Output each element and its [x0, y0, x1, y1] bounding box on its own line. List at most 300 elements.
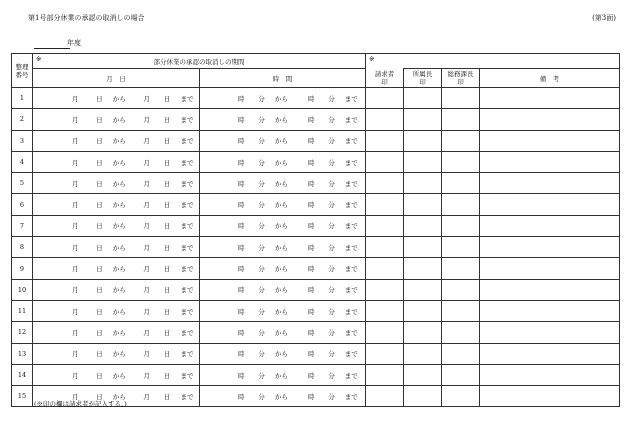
- date-token: 月: [72, 392, 79, 401]
- time-range-cell[interactable]: [200, 237, 366, 258]
- time-token: 時: [307, 328, 315, 337]
- row-number: 14: [12, 364, 33, 385]
- time-token: 時: [238, 350, 245, 359]
- dept-head-seal-cell[interactable]: [404, 386, 442, 407]
- date-token: 月: [72, 371, 79, 380]
- time-token: から: [274, 179, 288, 188]
- date-token: 月: [143, 115, 150, 124]
- header-period: ※ 部分休業の承認の取消しの期間: [33, 54, 366, 69]
- requester-seal-cell[interactable]: [366, 215, 404, 236]
- requester-seal-cell[interactable]: [366, 343, 404, 364]
- time-token: 時: [238, 265, 245, 274]
- time-token: 分: [328, 350, 335, 359]
- kome-mark: ※: [369, 55, 375, 63]
- date-token: 日: [163, 350, 171, 359]
- date-range-cell[interactable]: [33, 173, 200, 194]
- date-token: 日: [163, 137, 171, 146]
- date-token: 月: [143, 243, 150, 252]
- time-token: 分: [328, 371, 335, 380]
- date-token: 日: [163, 222, 171, 231]
- row-number: 15: [12, 386, 33, 407]
- header-kome-group: [366, 54, 620, 69]
- time-token: 分: [258, 222, 265, 231]
- date-token: 月: [72, 137, 79, 146]
- date-token: まで: [180, 115, 194, 124]
- date-token: 月: [72, 350, 79, 359]
- remarks-cell[interactable]: [480, 279, 620, 300]
- time-token: から: [274, 392, 288, 401]
- time-token: まで: [344, 158, 358, 167]
- time-token: から: [274, 137, 288, 146]
- general-affairs-seal-cell[interactable]: [442, 109, 480, 130]
- time-token: まで: [344, 328, 358, 337]
- general-affairs-seal-cell[interactable]: [442, 88, 480, 109]
- table-row: [12, 215, 620, 236]
- date-token: まで: [180, 286, 194, 295]
- date-token: 日: [163, 201, 171, 210]
- dept-head-seal-cell[interactable]: [404, 151, 442, 172]
- date-token: から: [112, 179, 126, 188]
- time-token: 分: [328, 201, 335, 210]
- row-number: 5: [12, 173, 33, 194]
- general-affairs-seal-cell[interactable]: [442, 386, 480, 407]
- date-token: まで: [180, 371, 194, 380]
- time-token: 時: [238, 94, 245, 103]
- date-range-cell[interactable]: [33, 279, 200, 300]
- time-token: 時: [238, 201, 245, 210]
- dept-head-seal-cell[interactable]: [404, 130, 442, 151]
- time-token: 時: [238, 243, 245, 252]
- dept-head-seal-cell[interactable]: [404, 194, 442, 215]
- requester-seal-cell[interactable]: [366, 88, 404, 109]
- row-number: 10: [12, 279, 33, 300]
- date-range-cell[interactable]: [33, 364, 200, 385]
- date-token: まで: [180, 158, 194, 167]
- date-token: 月: [72, 158, 79, 167]
- time-token: 分: [258, 243, 265, 252]
- time-token: 分: [328, 115, 335, 124]
- date-token: 日: [96, 265, 103, 274]
- time-token: 分: [258, 307, 265, 316]
- date-token: 月: [72, 201, 79, 210]
- general-affairs-seal-cell[interactable]: [442, 364, 480, 385]
- time-token: まで: [344, 179, 358, 188]
- row-number: 8: [12, 237, 33, 258]
- date-token: 月: [143, 179, 150, 188]
- date-token: 月: [143, 328, 150, 337]
- dept-head-seal-cell[interactable]: [404, 343, 442, 364]
- time-token: 分: [328, 222, 335, 231]
- date-token: 日: [96, 222, 103, 231]
- date-token: 月: [72, 222, 79, 231]
- general-affairs-seal-cell[interactable]: [442, 237, 480, 258]
- time-token: から: [274, 350, 288, 359]
- row-number: 9: [12, 258, 33, 279]
- date-token: から: [112, 286, 126, 295]
- date-range-cell[interactable]: [33, 300, 200, 321]
- table-row: [12, 258, 620, 279]
- time-range-cell[interactable]: [200, 279, 366, 300]
- date-token: から: [112, 307, 126, 316]
- cancellation-table: [11, 53, 620, 407]
- general-affairs-seal-cell[interactable]: [442, 322, 480, 343]
- time-token: から: [274, 243, 288, 252]
- general-affairs-seal-cell[interactable]: [442, 279, 480, 300]
- time-token: 時: [238, 222, 245, 231]
- time-token: 時: [307, 286, 315, 295]
- time-range-cell[interactable]: [200, 151, 366, 172]
- row-number: 11: [12, 300, 33, 321]
- time-token: 時: [307, 137, 315, 146]
- time-token: 分: [258, 137, 265, 146]
- time-token: まで: [344, 371, 358, 380]
- dept-head-seal-cell[interactable]: [404, 237, 442, 258]
- date-token: 日: [96, 243, 103, 252]
- time-token: 時: [238, 371, 245, 380]
- requester-seal-cell[interactable]: [366, 386, 404, 407]
- date-token: 月: [143, 94, 150, 103]
- table-row: [12, 364, 620, 385]
- time-token: から: [274, 328, 288, 337]
- date-token: から: [112, 137, 126, 146]
- remarks-cell[interactable]: [480, 322, 620, 343]
- date-token: 日: [96, 158, 103, 167]
- dept-head-seal-cell[interactable]: [404, 173, 442, 194]
- row-number: 7: [12, 215, 33, 236]
- date-token: から: [112, 115, 126, 124]
- time-token: まで: [344, 137, 358, 146]
- date-token: 月: [72, 286, 79, 295]
- time-token: 時: [307, 94, 315, 103]
- header-dept-head-seal: 所属長 印: [404, 69, 442, 88]
- time-range-cell[interactable]: [200, 386, 366, 407]
- general-affairs-seal-cell[interactable]: [442, 130, 480, 151]
- row-number: 13: [12, 343, 33, 364]
- table-row: [12, 194, 620, 215]
- date-token: 月: [143, 222, 150, 231]
- date-token: 日: [163, 243, 171, 252]
- dept-head-seal-cell[interactable]: [404, 215, 442, 236]
- date-token: 日: [96, 307, 103, 316]
- time-token: 時: [307, 265, 315, 274]
- date-token: 日: [96, 94, 103, 103]
- table-row: [12, 173, 620, 194]
- date-range-cell[interactable]: [33, 322, 200, 343]
- date-token: 日: [163, 286, 171, 295]
- date-token: から: [112, 328, 126, 337]
- dept-head-seal-cell[interactable]: [404, 258, 442, 279]
- requester-seal-cell[interactable]: [366, 237, 404, 258]
- date-token: から: [112, 94, 126, 103]
- date-token: 月: [72, 307, 79, 316]
- time-range-cell[interactable]: [200, 130, 366, 151]
- date-token: 日: [96, 392, 103, 401]
- row-number: 4: [12, 151, 33, 172]
- dept-head-seal-cell[interactable]: [404, 364, 442, 385]
- time-token: から: [274, 115, 288, 124]
- time-token: まで: [344, 350, 358, 359]
- date-token: から: [112, 350, 126, 359]
- remarks-cell[interactable]: [480, 343, 620, 364]
- date-token: 日: [163, 179, 171, 188]
- time-token: 分: [328, 328, 335, 337]
- date-token: 月: [143, 350, 150, 359]
- table-row: [12, 130, 620, 151]
- time-token: から: [274, 222, 288, 231]
- time-token: 時: [238, 158, 245, 167]
- general-affairs-seal-cell[interactable]: [442, 258, 480, 279]
- remarks-cell[interactable]: [480, 258, 620, 279]
- time-token: 分: [328, 392, 335, 401]
- date-range-cell[interactable]: [33, 130, 200, 151]
- date-token: 日: [163, 371, 171, 380]
- date-token: 日: [96, 328, 103, 337]
- general-affairs-seal-cell[interactable]: [442, 215, 480, 236]
- time-token: まで: [344, 307, 358, 316]
- time-range-cell[interactable]: [200, 88, 366, 109]
- date-token: 月: [72, 94, 79, 103]
- time-token: 分: [258, 158, 265, 167]
- date-token: 月: [72, 243, 79, 252]
- dept-head-seal-cell[interactable]: [404, 300, 442, 321]
- date-token: 月: [72, 328, 79, 337]
- remarks-cell[interactable]: [480, 109, 620, 130]
- time-token: 時: [238, 137, 245, 146]
- time-token: から: [274, 94, 288, 103]
- requester-seal-cell[interactable]: [366, 151, 404, 172]
- time-token: まで: [344, 222, 358, 231]
- time-token: 時: [307, 392, 315, 401]
- date-token: 日: [96, 201, 103, 210]
- requester-seal-cell[interactable]: [366, 300, 404, 321]
- time-token: 時: [238, 307, 245, 316]
- date-range-cell[interactable]: [33, 88, 200, 109]
- time-token: 時: [307, 201, 315, 210]
- date-token: 日: [163, 328, 171, 337]
- dept-head-seal-cell[interactable]: [404, 88, 442, 109]
- date-range-cell[interactable]: [33, 194, 200, 215]
- date-range-cell[interactable]: [33, 151, 200, 172]
- time-token: 時: [307, 307, 315, 316]
- time-range-cell[interactable]: [200, 109, 366, 130]
- time-token: 分: [258, 265, 265, 274]
- date-token: から: [112, 201, 126, 210]
- requester-seal-cell[interactable]: [366, 364, 404, 385]
- time-token: まで: [344, 94, 358, 103]
- date-token: 月: [143, 392, 150, 401]
- date-token: から: [112, 222, 126, 231]
- date-token: まで: [180, 94, 194, 103]
- time-token: 分: [328, 137, 335, 146]
- time-range-cell[interactable]: [200, 322, 366, 343]
- date-token: まで: [180, 201, 194, 210]
- time-token: 分: [258, 115, 265, 124]
- row-number: 3: [12, 130, 33, 151]
- date-token: 日: [96, 115, 103, 124]
- time-token: 時: [307, 350, 315, 359]
- date-token: 日: [96, 179, 103, 188]
- requester-seal-cell[interactable]: [366, 279, 404, 300]
- row-number: 1: [12, 88, 33, 109]
- time-token: 分: [328, 265, 335, 274]
- date-range-cell[interactable]: [33, 109, 200, 130]
- row-number: 2: [12, 109, 33, 130]
- date-token: まで: [180, 265, 194, 274]
- date-token: 月: [143, 307, 150, 316]
- time-token: 分: [258, 201, 265, 210]
- requester-seal-cell[interactable]: [366, 130, 404, 151]
- time-token: 分: [328, 286, 335, 295]
- fiscal-year-label: 年度: [67, 39, 81, 47]
- date-token: 月: [143, 158, 150, 167]
- date-token: まで: [180, 243, 194, 252]
- date-token: 日: [96, 286, 103, 295]
- time-token: まで: [344, 392, 358, 401]
- time-token: 分: [258, 328, 265, 337]
- date-token: 月: [143, 201, 150, 210]
- time-token: 時: [307, 179, 315, 188]
- table-row: [12, 343, 620, 364]
- remarks-cell[interactable]: [480, 194, 620, 215]
- date-token: まで: [180, 179, 194, 188]
- header-general-affairs-seal: 総務課長 印: [442, 69, 480, 88]
- header-date: 月 日: [33, 69, 200, 88]
- fiscal-year-field: [34, 38, 84, 49]
- form-title: 第1号部分休業の承認の取消しの場合: [28, 14, 145, 22]
- time-token: まで: [344, 286, 358, 295]
- dept-head-seal-cell[interactable]: [404, 279, 442, 300]
- remarks-cell[interactable]: [480, 386, 620, 407]
- date-token: から: [112, 243, 126, 252]
- date-token: から: [112, 158, 126, 167]
- time-token: 時: [307, 158, 315, 167]
- header-time: 時 間: [200, 69, 366, 88]
- row-number: 12: [12, 322, 33, 343]
- time-range-cell[interactable]: [200, 364, 366, 385]
- date-token: 日: [163, 265, 171, 274]
- date-token: 月: [143, 286, 150, 295]
- date-token: まで: [180, 222, 194, 231]
- time-token: 分: [258, 350, 265, 359]
- requester-seal-cell[interactable]: [366, 258, 404, 279]
- time-token: 時: [307, 115, 315, 124]
- footnote: (※印の欄は請求者が記入する。): [34, 400, 127, 408]
- date-token: 月: [143, 371, 150, 380]
- dept-head-seal-cell[interactable]: [404, 322, 442, 343]
- time-token: から: [274, 371, 288, 380]
- date-token: 日: [163, 158, 171, 167]
- time-token: 時: [238, 115, 245, 124]
- date-token: 月: [143, 265, 150, 274]
- requester-seal-cell[interactable]: [366, 194, 404, 215]
- date-token: 月: [72, 115, 79, 124]
- time-token: 分: [328, 307, 335, 316]
- date-token: 月: [72, 265, 79, 274]
- remarks-cell[interactable]: [480, 237, 620, 258]
- time-range-cell[interactable]: [200, 258, 366, 279]
- time-token: 分: [328, 243, 335, 252]
- time-token: 時: [307, 222, 315, 231]
- kome-mark: ※: [36, 55, 42, 63]
- date-token: 日: [163, 307, 171, 316]
- time-token: 分: [258, 392, 265, 401]
- time-token: から: [274, 265, 288, 274]
- requester-seal-cell[interactable]: [366, 109, 404, 130]
- date-token: まで: [180, 392, 194, 401]
- header-requester-seal: 請求者 印: [366, 69, 404, 88]
- time-range-cell[interactable]: [200, 300, 366, 321]
- date-token: まで: [180, 137, 194, 146]
- table-row: [12, 279, 620, 300]
- requester-seal-cell[interactable]: [366, 322, 404, 343]
- time-token: 分: [328, 158, 335, 167]
- time-token: まで: [344, 243, 358, 252]
- date-range-cell[interactable]: [33, 215, 200, 236]
- time-token: まで: [344, 115, 358, 124]
- header-seq-number: 整理 番号: [12, 54, 33, 88]
- time-range-cell[interactable]: [200, 173, 366, 194]
- general-affairs-seal-cell[interactable]: [442, 151, 480, 172]
- date-range-cell[interactable]: [33, 237, 200, 258]
- general-affairs-seal-cell[interactable]: [442, 173, 480, 194]
- row-number: 6: [12, 194, 33, 215]
- remarks-cell[interactable]: [480, 300, 620, 321]
- time-token: から: [274, 158, 288, 167]
- requester-seal-cell[interactable]: [366, 173, 404, 194]
- remarks-cell[interactable]: [480, 173, 620, 194]
- date-token: 日: [163, 392, 171, 401]
- remarks-cell[interactable]: [480, 130, 620, 151]
- general-affairs-seal-cell[interactable]: [442, 194, 480, 215]
- fiscal-year-blank-line: [34, 48, 70, 49]
- time-token: から: [274, 307, 288, 316]
- time-token: 分: [328, 94, 335, 103]
- table-row: [12, 109, 620, 130]
- time-token: まで: [344, 201, 358, 210]
- time-token: から: [274, 201, 288, 210]
- time-token: 分: [258, 94, 265, 103]
- date-token: 月: [72, 179, 79, 188]
- remarks-cell[interactable]: [480, 88, 620, 109]
- date-range-cell[interactable]: [33, 343, 200, 364]
- time-token: 分: [258, 286, 265, 295]
- time-token: から: [274, 286, 288, 295]
- time-token: 時: [238, 392, 245, 401]
- time-range-cell[interactable]: [200, 194, 366, 215]
- time-token: 時: [307, 371, 315, 380]
- time-token: 時: [238, 179, 245, 188]
- page-label: (第3面): [592, 14, 616, 22]
- time-range-cell[interactable]: [200, 215, 366, 236]
- table-row: [12, 300, 620, 321]
- time-token: 時: [238, 328, 245, 337]
- date-token: まで: [180, 350, 194, 359]
- remarks-cell[interactable]: [480, 364, 620, 385]
- date-range-cell[interactable]: [33, 258, 200, 279]
- date-token: 日: [96, 350, 103, 359]
- date-token: まで: [180, 307, 194, 316]
- date-token: 日: [163, 115, 171, 124]
- remarks-cell[interactable]: [480, 215, 620, 236]
- general-affairs-seal-cell[interactable]: [442, 343, 480, 364]
- general-affairs-seal-cell[interactable]: [442, 300, 480, 321]
- remarks-cell[interactable]: [480, 151, 620, 172]
- dept-head-seal-cell[interactable]: [404, 109, 442, 130]
- date-token: まで: [180, 328, 194, 337]
- time-token: まで: [344, 265, 358, 274]
- time-range-cell[interactable]: [200, 343, 366, 364]
- table-row: [12, 88, 620, 109]
